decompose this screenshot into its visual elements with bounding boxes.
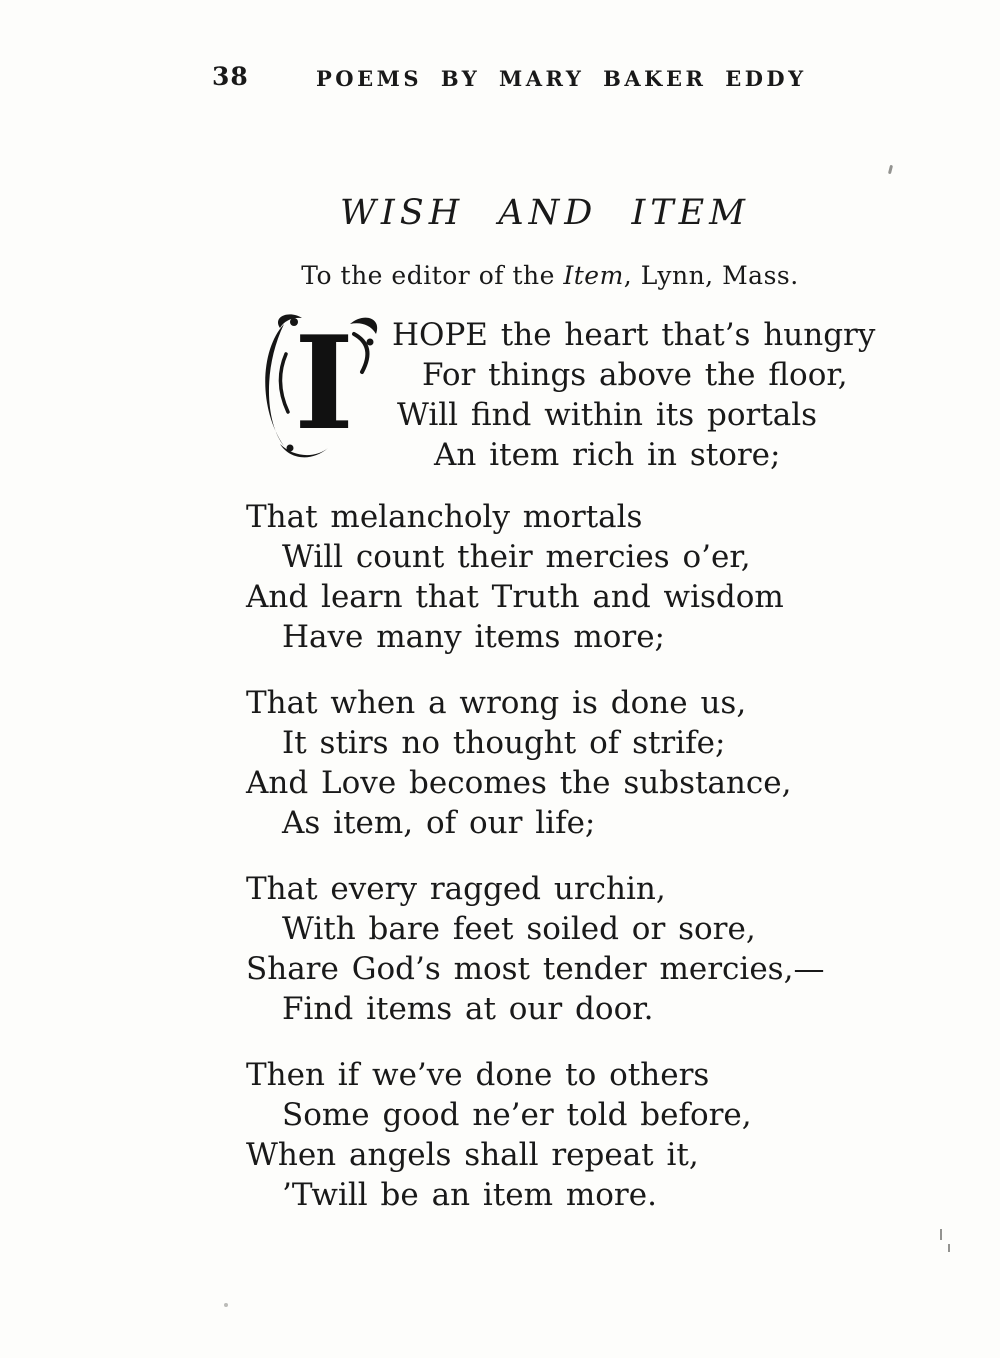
dedication-italic-word: Item	[563, 261, 624, 290]
poem-line: That melancholy mortals	[246, 499, 643, 535]
poem-line: And Love becomes the substance,	[246, 765, 792, 801]
running-header: POEMS BY MARY BAKER EDDY	[316, 66, 807, 91]
poem-line: That every ragged urchin,	[246, 871, 666, 907]
poem-line: Find items at our door.	[282, 991, 654, 1027]
scan-artifact	[940, 1229, 942, 1240]
stanza	[246, 497, 886, 657]
poem-line: HOPE the heart that’s hungry	[392, 317, 876, 353]
scan-artifact	[888, 165, 893, 174]
scan-artifact	[224, 1303, 228, 1307]
poem-line: For things above the floor,	[422, 357, 848, 393]
poem-line: Have many items more;	[282, 619, 665, 655]
poem-line: As item, of our life;	[282, 805, 596, 841]
poem-line: Share God’s most tender mercies,—	[246, 951, 825, 987]
dedication-suffix: , Lynn, Mass.	[623, 261, 799, 290]
page-number: 38	[212, 62, 249, 91]
stanza	[246, 683, 886, 843]
poem-line: Then if we’ve done to others	[246, 1057, 710, 1093]
poem-line: When angels shall repeat it,	[246, 1137, 699, 1173]
poem-title: WISH AND ITEM	[339, 193, 751, 233]
poem-line: That when a wrong is done us,	[246, 685, 747, 721]
stanza	[246, 1055, 886, 1215]
stanza	[392, 315, 875, 475]
poem-line: An item rich in store;	[434, 437, 781, 473]
scan-artifact	[948, 1244, 950, 1252]
poem-line: Some good ne’er told before,	[282, 1097, 752, 1133]
poem-body	[246, 497, 886, 1241]
poem-line: ’Twill be an item more.	[282, 1177, 657, 1213]
drop-cap-letter: I	[294, 309, 354, 459]
poem-line: Will count their mercies o’er,	[282, 539, 751, 575]
stanza	[246, 869, 886, 1029]
poem-dedication	[100, 261, 1000, 290]
poem-line: And learn that Truth and wisdom	[246, 579, 784, 615]
dedication-prefix: To the editor of the	[301, 261, 564, 290]
poem-line: With bare feet soiled or sore,	[282, 911, 756, 947]
poem-line: Will find within its portals	[397, 397, 818, 433]
ornate-initial-icon	[250, 308, 390, 462]
poem-line: It stirs no thought of strife;	[282, 725, 726, 761]
